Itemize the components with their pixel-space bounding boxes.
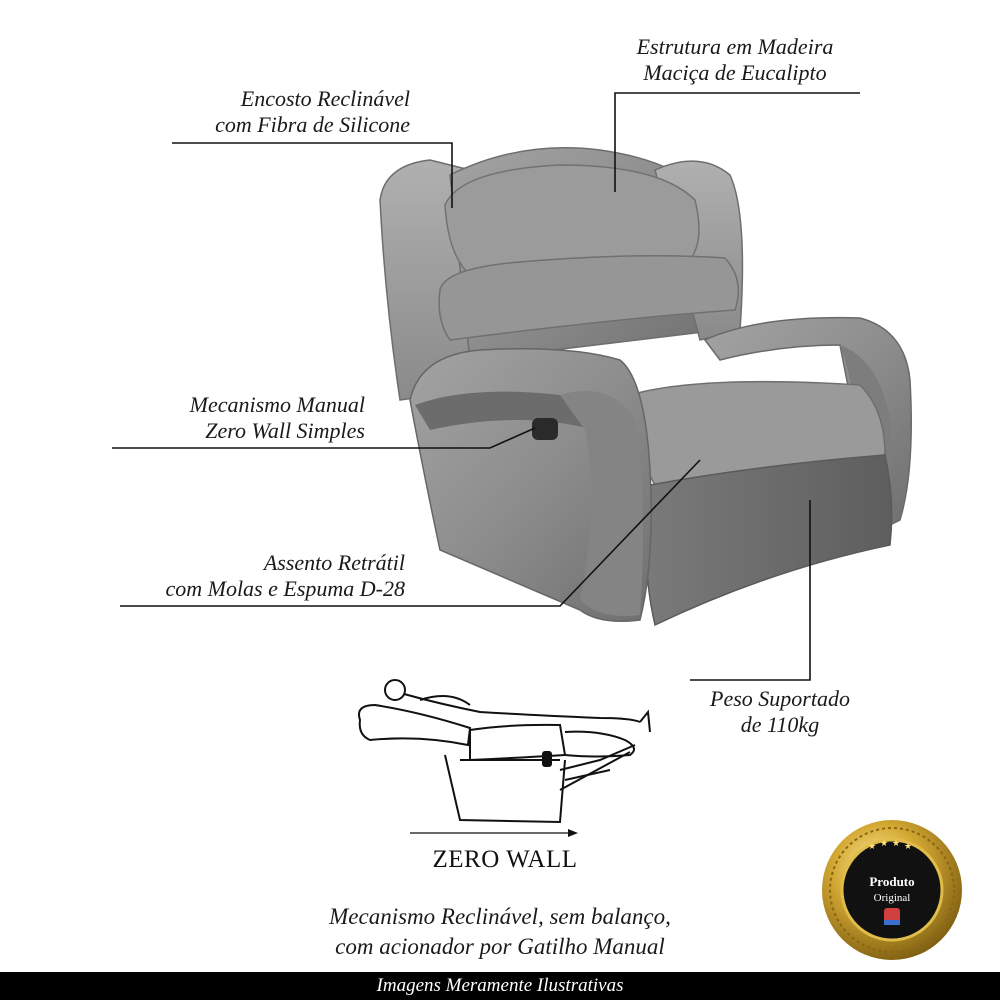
label-encosto: [150, 86, 410, 138]
label-assento-line2: com Molas e Espuma D-28: [165, 576, 405, 601]
produto-original-seal: [818, 816, 966, 964]
label-mecanismo-line1: Mecanismo Manual: [189, 392, 365, 417]
label-peso-line1: Peso Suportado: [710, 686, 850, 711]
seal-line1: Produto: [869, 874, 915, 889]
diagram-title: ZERO WALL: [432, 846, 578, 873]
svg-text:★: ★: [868, 842, 877, 852]
label-encosto-line2: com Fibra de Silicone: [215, 112, 410, 137]
seal-line2: Original: [873, 892, 911, 904]
mechanism-description-line1: Mecanismo Reclinável, sem balanço,: [329, 904, 671, 929]
label-estrutura: [610, 34, 860, 86]
footer-bar: [0, 972, 1000, 1000]
svg-text:★: ★: [904, 842, 913, 852]
mechanism-description: [270, 902, 730, 962]
label-estrutura-line2: Maciça de Eucalipto: [643, 60, 827, 85]
footer-text: Imagens Meramente Ilustrativas: [376, 975, 624, 996]
label-mecanismo-line2: Zero Wall Simples: [205, 418, 365, 443]
seal-chair-icon: [884, 908, 900, 925]
mechanism-description-line2: com acionador por Gatilho Manual: [335, 934, 665, 959]
label-assento: [100, 550, 405, 602]
svg-text:★: ★: [880, 839, 889, 849]
label-assento-line1: Assento Retrátil: [263, 550, 405, 575]
label-peso-line2: de 110kg: [740, 712, 820, 737]
label-peso: [690, 686, 870, 738]
label-estrutura-line1: Estrutura em Madeira: [636, 34, 834, 59]
label-mecanismo: [110, 392, 365, 444]
label-encosto-line1: Encosto Reclinável: [240, 86, 410, 111]
svg-text:★: ★: [892, 839, 901, 849]
